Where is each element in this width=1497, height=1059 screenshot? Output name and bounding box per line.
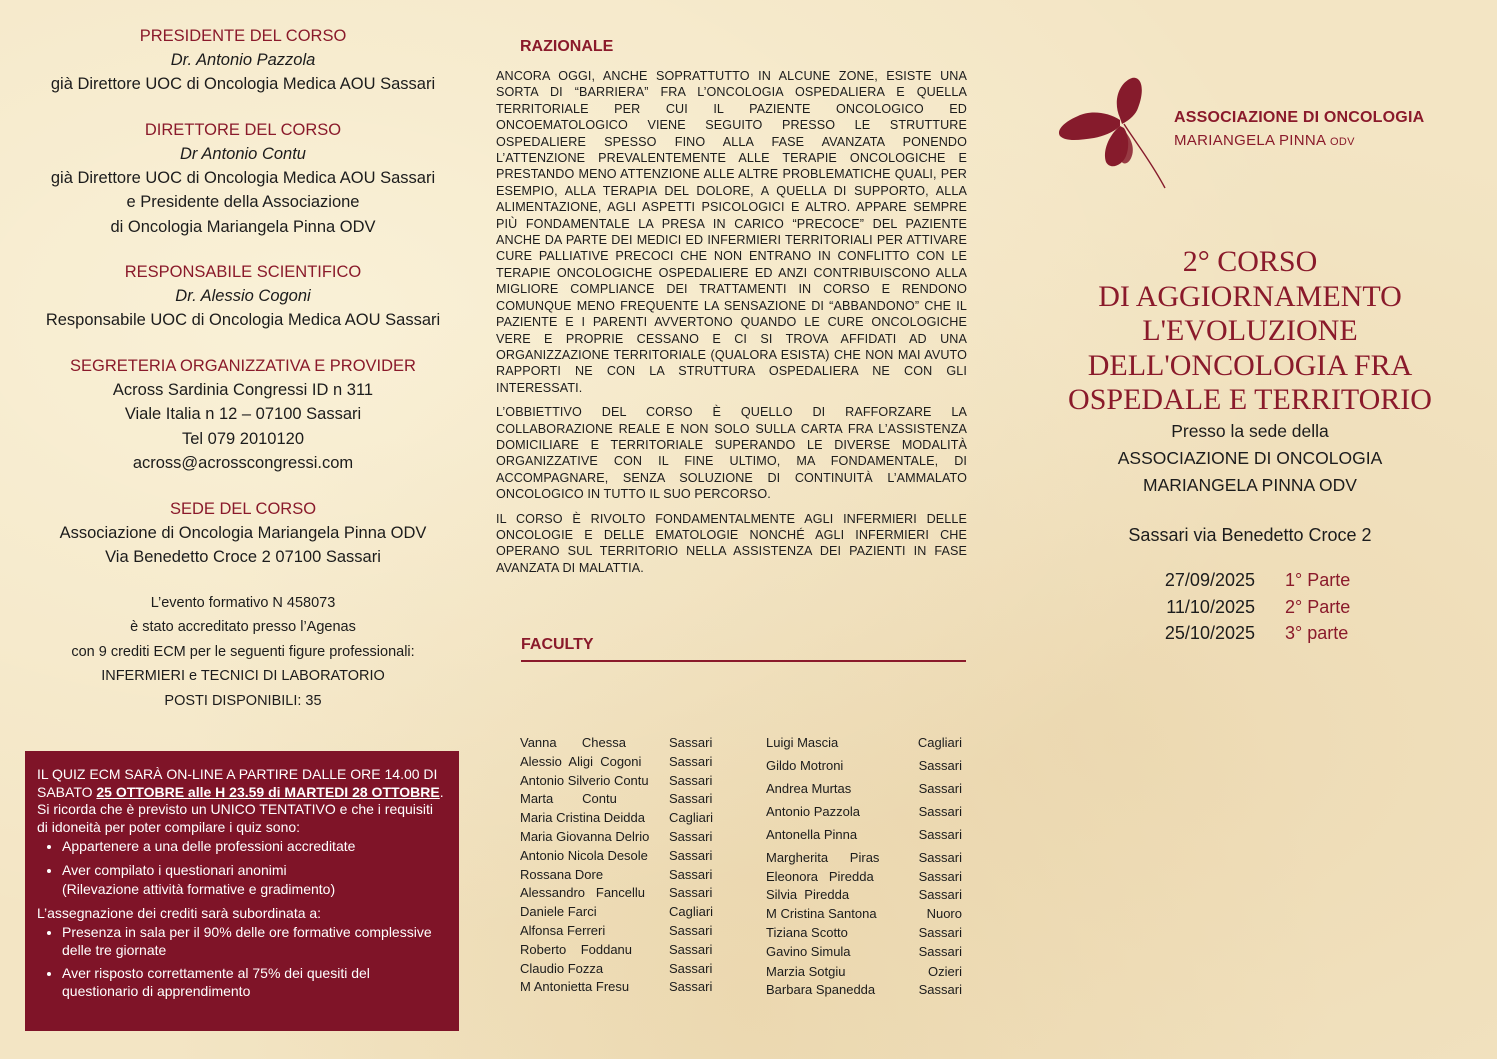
faculty-name: Vanna Chessa — [520, 735, 626, 750]
title-line: DI AGGIORNAMENTO — [1098, 279, 1402, 313]
conditions-list — [37, 924, 447, 1000]
info-line: e Presidente della Associazione — [126, 193, 360, 211]
person-name: Dr. Alessio Cogoni — [175, 287, 311, 305]
date: 25/10/2025 — [1164, 623, 1255, 643]
section-title: RAZIONALE — [520, 38, 614, 55]
faculty-city: Sassari — [918, 982, 962, 997]
person-name: Dr. Antonio Pazzola — [170, 51, 316, 69]
faculty-city: Sassari — [669, 960, 713, 976]
assignment-text: L’assegnazione dei crediti sarà subordinata a: — [37, 904, 322, 921]
quiz-intro — [37, 766, 447, 836]
left-column — [18, 24, 468, 713]
faculty-name: Luigi Mascia — [766, 735, 839, 750]
faculty-name: Antonio Silverio Contu — [520, 772, 649, 788]
date: 27/09/2025 — [1164, 570, 1255, 590]
faculty-city: Cagliari — [669, 810, 714, 826]
faculty-city: Sassari — [669, 979, 713, 995]
faculty-city: Sassari — [918, 944, 962, 959]
title-line: DELL'ONCOLOGIA FRA — [1087, 348, 1413, 382]
venue-line: ASSOCIAZIONE DI ONCOLOGIA — [1117, 448, 1383, 468]
title-line: L'EVOLUZIONE — [1142, 314, 1358, 347]
faculty-name: M Cristina Santona — [766, 906, 877, 921]
faculty-city: Sassari — [918, 804, 962, 819]
paragraph: L’OBBIETTIVO DEL CORSO È QUELLO DI RAFFORZARE LA COLLABORAZIONE REALE E NON SOLO SULLA CARTA FRA L’ASSISTENZA DOMICILIARE E TERRITORIALE SUPERANDO LE DIVERSE MODALITÀ ORGANIZZATIVE CON IL FINE ULTIMO, MA FONDAMENTALE, DI ACCOMPAGNARE, SENZA SOLUZIONE DI CONTINUITÀ L’AMMALATO ONCOLOGICO IN TUTTO IL SUO PERCORSO. — [496, 405, 967, 502]
ecm-line: è stato accreditato presso l’Agenas — [130, 619, 356, 635]
faculty-name: Marta Contu — [520, 791, 617, 807]
date: 11/10/2025 — [1166, 596, 1255, 617]
faculty-city: Ozieri — [928, 963, 962, 979]
faculty-name: Barbara Spanedda — [766, 982, 876, 997]
requirements-list — [37, 838, 447, 879]
faculty-city: Nuoro — [926, 906, 962, 921]
faculty-city: Sassari — [918, 827, 962, 842]
quiz-info-box — [25, 751, 459, 1031]
ecm-line: L’evento formativo N 458073 — [150, 594, 336, 611]
faculty-name: Margherita Piras — [766, 850, 880, 865]
faculty-name: Silvia Piredda — [766, 887, 850, 902]
venue-line: MARIANGELA PINNA ODV — [1143, 475, 1357, 495]
faculty-city: Sassari — [918, 781, 962, 796]
faculty-name: Marzia Sotgiu — [766, 963, 846, 979]
faculty-name: Andrea Murtas — [766, 781, 852, 796]
part-label: 1° Parte — [1285, 570, 1351, 590]
person-name: Dr Antonio Contu — [180, 144, 306, 163]
quiz-deadline: 25 OTTOBRE alle H 23.59 di MARTEDI 28 OTTOBRE — [96, 783, 440, 800]
faculty-name: Gavino Simula — [766, 944, 851, 959]
list-item: • Aver compilato i questionari anonimi — [62, 862, 447, 880]
block-presidente — [18, 24, 468, 97]
org-subname — [1174, 132, 1355, 149]
faculty-city: Sassari — [669, 847, 713, 863]
part-label: 2° Parte — [1285, 596, 1351, 617]
course-title — [1040, 245, 1460, 418]
faculty-city: Sassari — [669, 829, 713, 844]
faculty-name: Maria Giovanna Delrio — [520, 829, 650, 844]
faculty-name: Alessandro Fancellu — [520, 885, 646, 901]
faculty-city: Sassari — [918, 887, 962, 902]
info-line: Across Sardinia Congressi ID n 311 — [112, 380, 374, 399]
faculty-name: Antonella Pinna — [766, 827, 858, 842]
faculty-city: Sassari — [918, 925, 962, 940]
faculty-city: Sassari — [669, 923, 713, 938]
venue-address: Sassari via Benedetto Croce 2 — [1128, 525, 1372, 545]
faculty-name: Rossana Dore — [520, 866, 604, 882]
quiz-intro-text-2: . Si ricorda che è previsto un UNICO TENTATIVO e che i requisiti di idoneità per poter compilare i quiz sono: — [37, 783, 444, 835]
info-line: Viale Italia n 12 – 07100 Sassari — [124, 405, 362, 423]
faculty-name: Antonio Nicola Desole — [520, 847, 648, 863]
role-title: SEDE DEL CORSO — [169, 499, 317, 518]
faculty-city: Sassari — [669, 791, 713, 807]
faculty-city: Sassari — [918, 758, 962, 773]
part-label: 3° parte — [1285, 623, 1349, 643]
faculty-name: Alessio Aligi Cogoni — [520, 753, 642, 769]
info-line: Associazione di Oncologia Mariangela Pinna ODV — [59, 523, 427, 542]
info-line: già Direttore UOC di Oncologia Medica AOU Sassari — [50, 168, 436, 187]
faculty-city: Sassari — [669, 885, 713, 901]
faculty-city: Cagliari — [917, 735, 962, 750]
faculty-name: M Antonietta Fresu — [520, 979, 630, 995]
ecm-info — [18, 591, 468, 714]
org-name: ASSOCIAZIONE DI ONCOLOGIA — [1174, 109, 1425, 126]
info-line: già Direttore UOC di Oncologia Medica AOU Sassari — [50, 75, 436, 93]
block-sede — [18, 497, 468, 570]
list-item: • Aver risposto correttamente al 75% dei quesiti del questionario di apprendimento — [62, 965, 447, 1000]
faculty-name: Antonio Pazzola — [766, 804, 860, 819]
info-line: di Oncologia Mariangela Pinna ODV — [110, 217, 376, 236]
title-line: 2° CORSO — [1182, 245, 1318, 278]
faculty-city: Sassari — [669, 772, 713, 788]
butterfly-icon — [1050, 70, 1180, 195]
role-title: PRESIDENTE DEL CORSO — [139, 27, 347, 45]
list-item: • Presenza in sala per il 90% delle ore formative complessive delle tre giornate — [62, 924, 447, 959]
org-subname-text: MARIANGELA PINNA — [1174, 132, 1326, 149]
faculty-city: Sassari — [669, 941, 713, 957]
info-line: Via Benedetto Croce 2 07100 Sassari — [105, 548, 381, 566]
faculty-name: Daniele Farci — [520, 904, 597, 920]
faculty-name: Claudio Fozza — [520, 960, 604, 976]
faculty-name: Roberto Foddanu — [520, 941, 633, 957]
role-title: RESPONSABILE SCIENTIFICO — [124, 263, 362, 281]
block-responsabile — [18, 260, 468, 333]
faculty-city: Cagliari — [669, 904, 714, 920]
faculty-name: Alfonsa Ferreri — [520, 923, 606, 938]
paragraph: IL CORSO È RIVOLTO FONDAMENTALMENTE AGLI INFERMIERI DELLE ONCOLOGIE E DELLE EMATOLOGIE NONCHÉ AGLI INFERMIERI CHE OPERANO SUL TERRITORIO NELLA ASSISTENZA DEI PAZIENTI IN FASE AVANZATA DI MALATTIA. — [496, 511, 967, 575]
faculty-city: Sassari — [669, 735, 713, 750]
title-line: OSPEDALE E TERRITORIO — [1068, 383, 1432, 416]
list-item: • Appartenere a una delle professioni accreditate — [62, 838, 447, 856]
block-segreteria — [18, 354, 468, 476]
faculty-name: Eleonora Piredda — [766, 868, 874, 884]
paragraph: ANCORA OGGI, ANCHE SOPRATTUTTO IN ALCUNE ZONE, ESISTE UNA SORTA DI “BARRIERA” FRA L’ONCOLOGIA OSPEDALIERA E QUELLA TERRITORIALE PER CUI IL PAZIENTE ONCOLOGICO ED ONCOEMATOLOGICO VIENE SEGUITO PRESSO LE STRUTTURE OSPEDALIERE SPESSO FINO ALLA FASE AVANZATA PONENDO L’ATTENZIONE PREVALENTEMENTE ALLE TERAPIE ONCOLOGICHE E PRESTANDO MENO ATTENZIONE ALLE ALTRE PROBLEMATICHE QUALI, PER ESEMPIO, ALLA TERAPIA DEL DOLORE, A QUELLA DI SUPPORTO, ALLA ALIMENTAZIONE, AGLI ASPETTI PSICOLOGICI E ALTRO. APPARE SEMPRE PIÙ FONDAMENTALE LA PRESA IN CARICO “PRECOCE” DEL PAZIENTE ANCHE DA PARTE DEI MEDICI ED INFERMIERI TERRITORIALI PER ATTIVARE CURE PALLIATIVE PRECOCI CHE NON ENTRANO IN CONFLITTO CON LE TERAPIE ONCOLOGICHE OSPEDALIERE ED ANZI CONTRIBUISCONO ALLA MIGLIORE COMPLIANCE DEI TRATTAMENTI IN CORSO E RENDONO COMUNQUE MENO FREQUENTE LA SENSAZIONE DI “ABBANDONO” CHE IL PAZIENTE E I PARENTI AVVERTONO QUANDO LE CURE ONCOLOGICHE VERE E PROPRIE CESSANO E CI SI TROVA AFFIDATI AD UNA ORGANIZZAZIONE TERRITORIALE (QUALORA ESISTA) CHE NON MAI AVUTO RAPPORTI NE CON LA STRUTTURA OSPEDALIERA NE CON GLI INTERESSATI. — [496, 69, 967, 395]
faculty-city: Sassari — [918, 868, 962, 884]
faculty-name: Tiziana Scotto — [766, 925, 848, 940]
info-line: Tel 079 2010120 — [181, 429, 305, 448]
info-line: Responsabile UOC di Oncologia Medica AOU Sassari — [45, 311, 441, 329]
venue-info — [1040, 418, 1460, 499]
faculty-title: FACULTY — [521, 636, 594, 653]
venue-line: Presso la sede della — [1171, 421, 1329, 441]
email-link[interactable]: across@acrosscongressi.com — [132, 454, 354, 472]
razionale-section — [496, 38, 967, 584]
faculty-name: Maria Cristina Deidda — [520, 810, 645, 826]
ecm-line: con 9 crediti ECM per le seguenti figure professionali: — [71, 643, 415, 660]
block-direttore — [18, 118, 468, 240]
requirement-note: (Rilevazione attività formative e gradimento) — [62, 881, 336, 897]
quiz-intro-text: IL QUIZ ECM SARÀ ON-LINE A PARTIRE DALLE ORE 14.00 DI SABATO — [37, 766, 438, 800]
ecm-line: POSTI DISPONIBILI: 35 — [164, 692, 322, 709]
faculty-name: Gildo Motroni — [766, 758, 844, 773]
faculty-city: Sassari — [669, 753, 713, 769]
ecm-line: INFERMIERI e TECNICI DI LABORATORIO — [101, 668, 385, 684]
faculty-city: Sassari — [669, 866, 713, 882]
org-suffix: ODV — [1329, 136, 1355, 148]
divider — [521, 660, 966, 662]
faculty-city: Sassari — [918, 850, 962, 865]
role-title: SEGRETERIA ORGANIZZATIVA E PROVIDER — [70, 356, 416, 375]
role-title: DIRETTORE DEL CORSO — [144, 120, 342, 139]
